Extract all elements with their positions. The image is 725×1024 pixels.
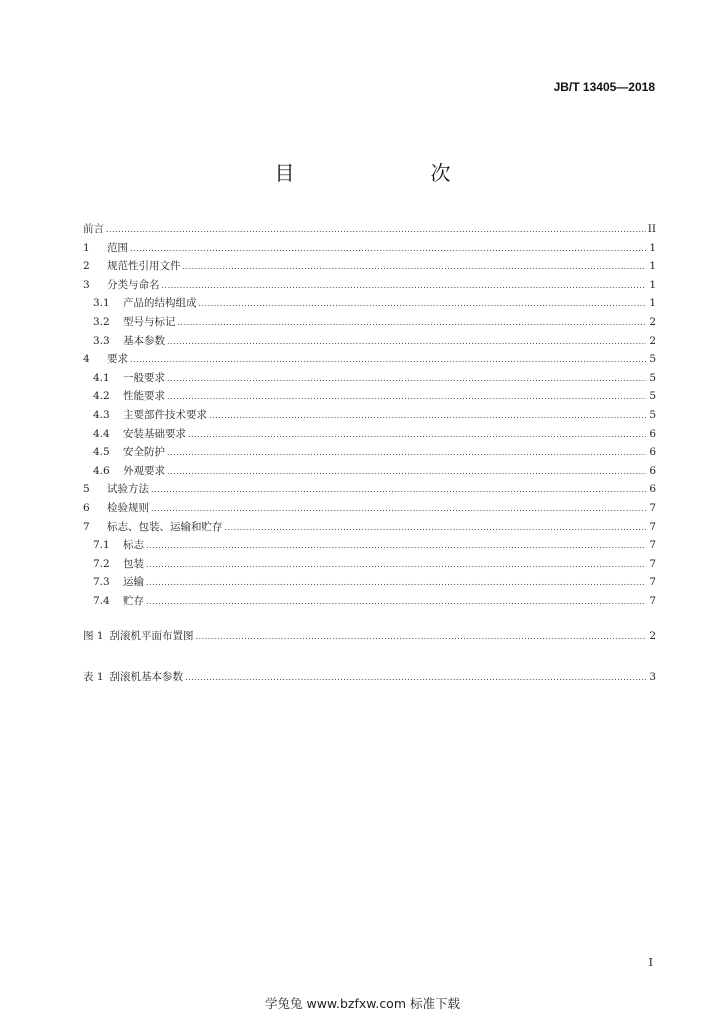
toc-entry-label: 分类与命名 (107, 278, 160, 291)
toc-entry-label: 型号与标记 (123, 315, 176, 328)
toc-entry-number: 4 (83, 353, 90, 366)
toc-entry-number: 图 1 (83, 630, 104, 643)
page-title: 目 次 (274, 161, 483, 185)
dot-leader (185, 669, 646, 688)
toc-entry-page: 2 (649, 334, 656, 347)
toc-entry-label: 范围 (107, 241, 128, 254)
toc-entry[interactable] (83, 573, 656, 592)
toc-entry-label: 安全防护 (123, 446, 165, 459)
toc-entry-page: II (647, 223, 656, 235)
toc-entry-label: 包装 (123, 557, 144, 570)
toc-entry-number: 7.2 (93, 557, 110, 570)
dot-leader (199, 295, 647, 314)
toc-sections (83, 220, 656, 610)
toc-entry-number: 7.3 (93, 576, 110, 589)
toc-entry-number: 1 (83, 241, 90, 254)
toc-entry-page: 6 (649, 446, 656, 459)
toc-entry-label: 刮滚机基本参数 (109, 671, 184, 684)
toc-entry-label: 主要部件技术要求 (123, 408, 207, 421)
toc-entry-page: 6 (649, 483, 656, 496)
toc-entry-page: 1 (649, 260, 656, 273)
toc-entry-page: 7 (649, 539, 656, 552)
toc-entry-label: 标志 (123, 539, 144, 552)
toc-entry[interactable] (83, 555, 656, 574)
toc-entry-label: 外观要求 (123, 464, 165, 477)
toc-entry-page: 6 (649, 464, 656, 477)
toc-entry[interactable] (83, 220, 656, 239)
dot-leader (146, 537, 646, 556)
toc-entry-number: 7 (83, 520, 90, 533)
dot-leader (162, 277, 647, 296)
toc-entry-label: 规范性引用文件 (107, 260, 181, 273)
toc-entry-number: 2 (83, 260, 90, 273)
toc-entry[interactable] (83, 425, 656, 444)
toc-entry-page: 2 (649, 315, 656, 328)
toc-entry-label: 性能要求 (123, 390, 165, 403)
dot-leader (146, 574, 646, 593)
dot-leader (167, 463, 646, 482)
standard-code: JB/T 13405—2018 (553, 80, 655, 94)
toc-entry[interactable] (83, 518, 656, 537)
dot-leader (167, 370, 646, 389)
toc-entry[interactable] (83, 369, 656, 388)
toc-entry-number: 5 (83, 483, 90, 496)
dot-leader (178, 314, 647, 333)
toc-entry[interactable] (83, 443, 656, 462)
dot-leader (209, 407, 646, 426)
toc-entry-label: 一般要求 (123, 371, 165, 384)
toc-entry[interactable] (83, 480, 656, 499)
toc-entry[interactable] (83, 592, 656, 611)
toc-figures (83, 627, 656, 646)
toc-entry-number: 3 (83, 278, 90, 291)
dot-leader (167, 444, 646, 463)
toc-entry[interactable] (83, 387, 656, 406)
toc-entry-number: 3.1 (93, 297, 110, 310)
toc-entry-number: 4.3 (93, 408, 110, 421)
toc-entry-number: 3.3 (93, 334, 110, 347)
toc-entry[interactable] (83, 239, 656, 258)
toc-entry-number: 7.4 (93, 594, 110, 607)
toc-entry[interactable] (83, 536, 656, 555)
dot-leader (196, 628, 646, 647)
toc-entry-number: 6 (83, 501, 90, 514)
toc-entry-number: 7.1 (93, 539, 110, 552)
dot-leader (151, 481, 646, 500)
toc-entry[interactable] (83, 276, 656, 295)
toc-entry-page: 5 (649, 390, 656, 403)
toc-entry[interactable] (83, 257, 656, 276)
toc-entry-number: 表 1 (83, 671, 104, 684)
toc-entry-page: 7 (649, 557, 656, 570)
toc-entry-page: 5 (649, 408, 656, 421)
toc-entry-number: 4.5 (93, 446, 110, 459)
toc-entry-number: 4.1 (93, 371, 110, 384)
dot-leader (106, 221, 646, 240)
dot-leader (225, 519, 647, 538)
toc-entry-label: 贮存 (123, 594, 144, 607)
dot-leader (167, 333, 646, 352)
toc-entry-page: 7 (649, 501, 656, 514)
toc-entry-page: 7 (649, 520, 656, 533)
toc-entry-label: 刮滚机平面布置图 (109, 630, 194, 643)
toc-entry-page: 7 (649, 576, 656, 589)
footer-watermark: 学兔兔 www.bzfxw.com 标准下载 (265, 996, 460, 1011)
toc-entry[interactable] (83, 350, 656, 369)
toc-entry-page: 5 (649, 353, 656, 366)
toc-entry-label: 产品的结构组成 (123, 297, 197, 310)
dot-leader (151, 500, 646, 519)
toc-entry-number: 4.4 (93, 427, 110, 440)
table-of-contents (83, 220, 656, 687)
toc-entry-label: 基本参数 (123, 334, 165, 347)
toc-entry-page: 6 (649, 427, 656, 440)
toc-entry[interactable] (83, 668, 656, 687)
toc-tables (83, 668, 656, 687)
toc-entry-number: 4.2 (93, 390, 110, 403)
toc-entry[interactable] (83, 499, 656, 518)
toc-entry-label: 运输 (123, 576, 144, 589)
dot-leader (188, 426, 646, 445)
dot-leader (130, 351, 646, 370)
toc-entry[interactable] (83, 294, 656, 313)
dot-leader (146, 556, 646, 575)
toc-entry-page: 5 (649, 371, 656, 384)
toc-entry-label: 前言 (83, 223, 104, 235)
toc-entry-number: 3.2 (93, 315, 110, 328)
toc-entry-page: 1 (649, 278, 656, 291)
dot-leader (167, 388, 646, 407)
dot-leader (183, 258, 647, 277)
dot-leader (146, 593, 646, 612)
toc-entry[interactable] (83, 332, 656, 351)
toc-entry[interactable] (83, 313, 656, 332)
dot-leader (130, 240, 646, 259)
toc-entry-page: 2 (649, 630, 656, 643)
toc-entry-label: 标志、包装、运输和贮存 (107, 520, 223, 533)
toc-entry-page: 7 (649, 594, 656, 607)
toc-entry[interactable] (83, 406, 656, 425)
toc-entry-label: 检验规则 (107, 501, 149, 514)
toc-entry-label: 要求 (107, 353, 128, 366)
toc-entry-label: 安装基础要求 (123, 427, 186, 440)
toc-entry-page: 3 (649, 671, 656, 684)
toc-entry-page: 1 (649, 241, 656, 254)
toc-entry-label: 试验方法 (107, 483, 149, 496)
toc-entry-number: 4.6 (93, 464, 110, 477)
toc-entry[interactable] (83, 462, 656, 481)
toc-entry-page: 1 (649, 297, 656, 310)
toc-entry[interactable] (83, 627, 656, 646)
page-number: I (648, 956, 653, 969)
